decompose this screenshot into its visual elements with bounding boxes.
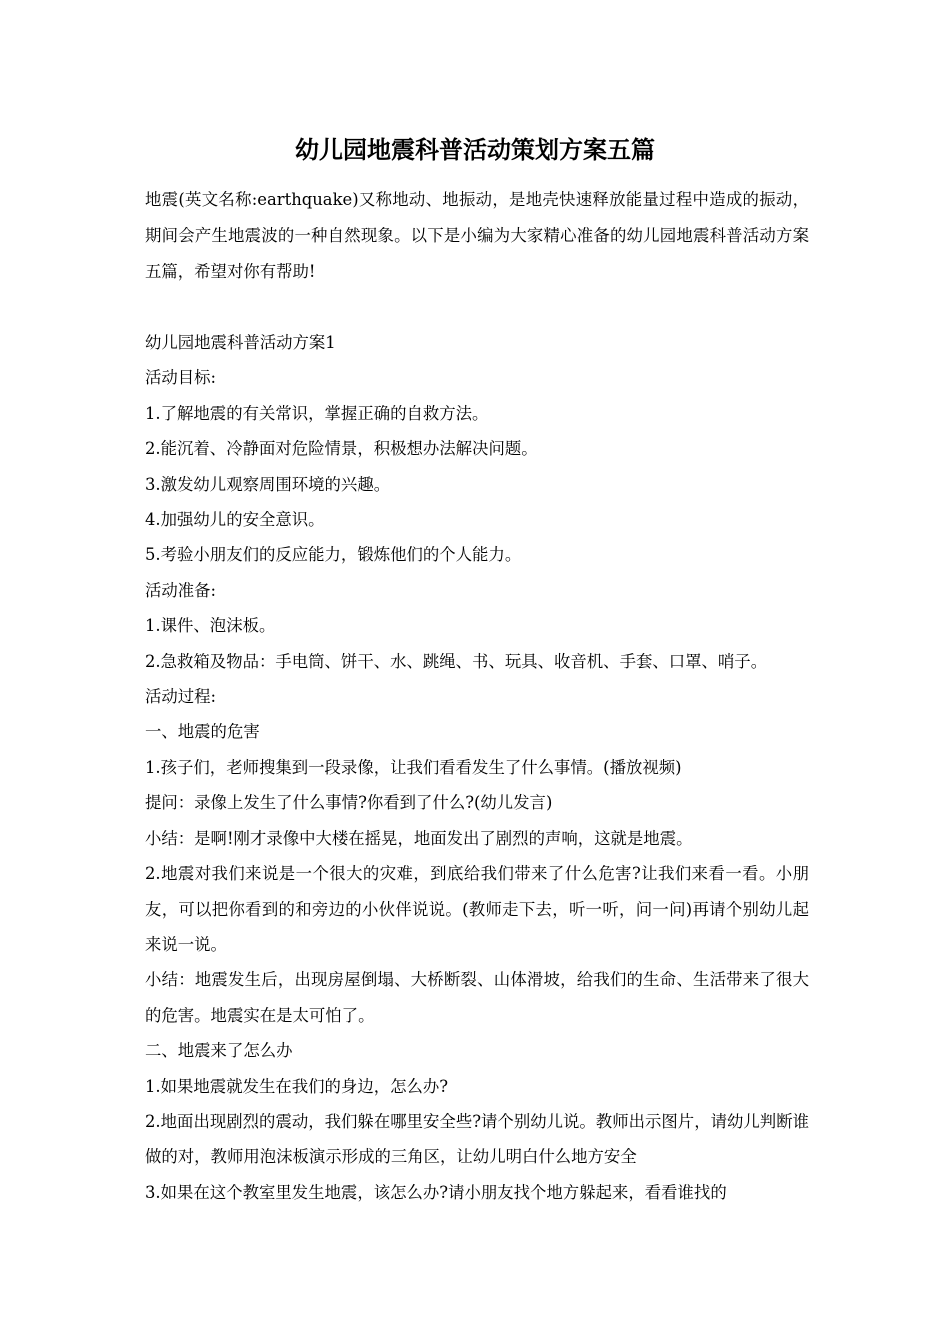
- body-line: 活动过程:: [145, 687, 217, 707]
- document-body: [145, 182, 809, 1210]
- body-line: 2.地面出现剧烈的震动，我们躲在哪里安全些?请个别幼儿说。教师出示图片，请幼儿判断谁做的对，教师用泡沫板演示形成的三角区，让幼儿明白什么地方安全: [145, 1111, 809, 1167]
- body-line: 3.激发幼儿观察周围环境的兴趣。: [145, 474, 391, 494]
- document-title: 幼儿园地震科普活动策划方案五篇: [295, 135, 655, 164]
- body-line: 二、地震来了怎么办: [145, 1041, 293, 1061]
- section-heading: 幼儿园地震科普活动方案1: [145, 333, 336, 352]
- body-line: 活动准备:: [145, 580, 217, 600]
- body-line: 提问：录像上发生了什么事情?你看到了什么?(幼儿发言): [145, 793, 553, 813]
- body-line: 1.了解地震的有关常识，掌握正确的自救方法。: [145, 403, 489, 423]
- intro-paragraph: 地震(英文名称:earthquake)又称地动、地振动，是地壳快速释放能量过程中造成的振动，期间会产生地震波的一种自然现象。以下是小编为大家精心准备的幼儿园地震科普活动方案五篇，希望对你有帮助!: [145, 190, 809, 281]
- body-line: 小结：是啊!刚才录像中大楼在摇晃，地面发出了剧烈的声响，这就是地震。: [145, 828, 693, 848]
- body-line: 5.考验小朋友们的反应能力，锻炼他们的个人能力。: [145, 545, 522, 565]
- body-line: 一、地震的危害: [145, 722, 260, 742]
- paragraph-spacer: [145, 290, 809, 325]
- body-line: 3.如果在这个教室里发生地震，该怎么办?请小朋友找个地方躲起来，看看谁找的: [145, 1182, 727, 1202]
- body-line: 4.加强幼儿的安全意识。: [145, 510, 325, 530]
- body-line: 1.孩子们，老师搜集到一段录像，让我们看看发生了什么事情。(播放视频): [145, 757, 682, 777]
- body-line: 2.地震对我们来说是一个很大的灾难，到底给我们带来了什么危害?让我们来看一看。小朋友，可以把你看到的和旁边的小伙伴说说。(教师走下去，听一听，问一问)再请个别幼儿起来说一说。: [145, 864, 809, 954]
- body-line: 小结：地震发生后，出现房屋倒塌、大桥断裂、山体滑坡，给我们的生命、生活带来了很大的危害。地震实在是太可怕了。: [145, 970, 809, 1025]
- body-line: 1.如果地震就发生在我们的身边，怎么办?: [145, 1076, 449, 1096]
- body-line: 2.急救箱及物品：手电筒、饼干、水、跳绳、书、玩具、收音机、手套、口罩、哨子。: [145, 651, 768, 671]
- body-line: 1.课件、泡沫板。: [145, 616, 276, 636]
- body-line: 2.能沉着、冷静面对危险情景，积极想办法解决问题。: [145, 439, 538, 459]
- body-line: 活动目标:: [145, 368, 217, 388]
